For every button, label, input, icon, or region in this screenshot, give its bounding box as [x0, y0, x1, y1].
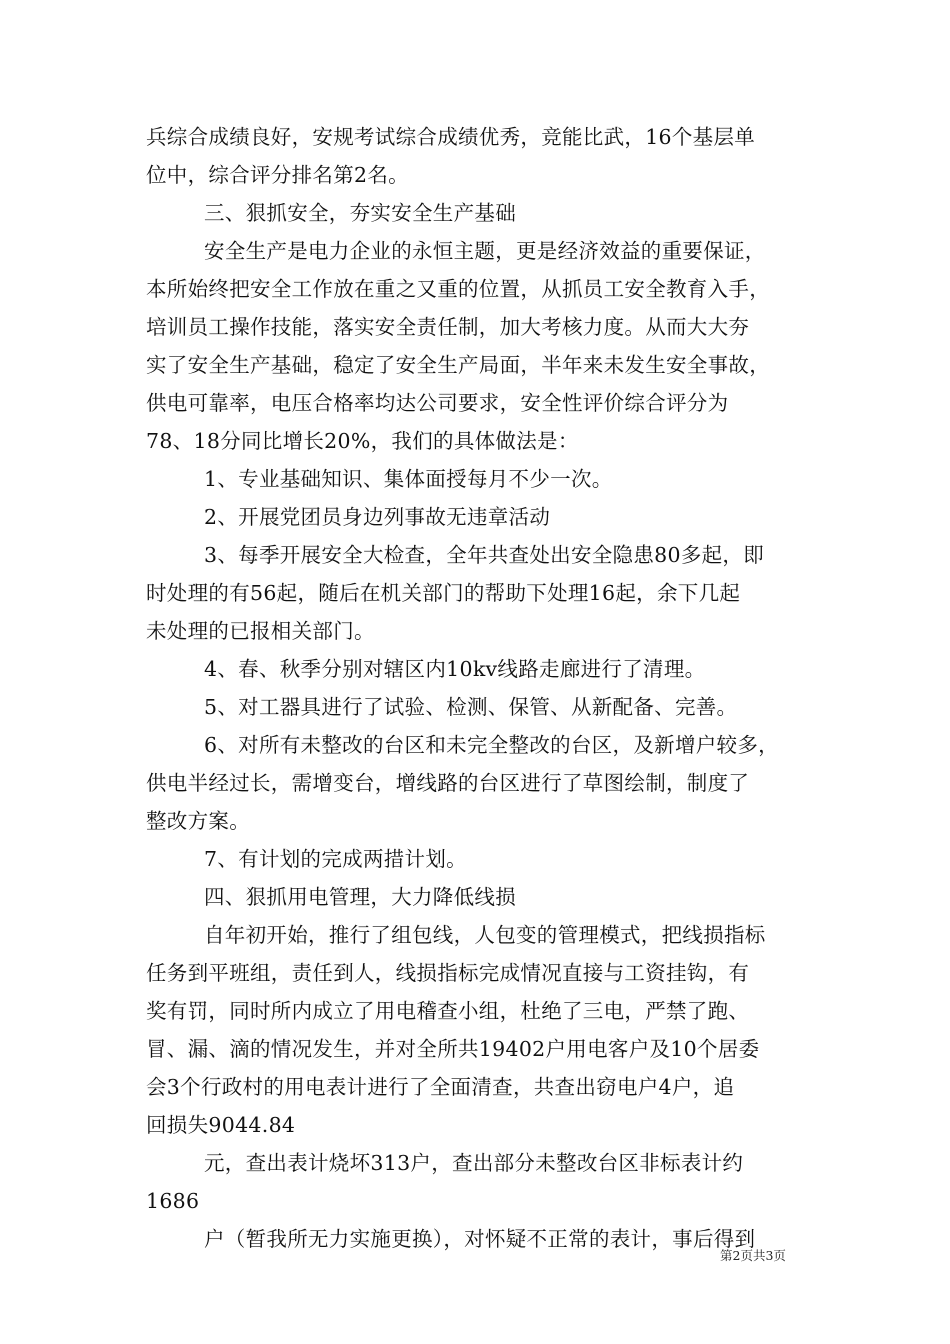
text-line: 实了安全生产基础，稳定了安全生产局面，半年来未发生安全事故， — [146, 353, 770, 377]
text-line: 未处理的已报相关部门。 — [146, 619, 375, 643]
text-line: 元，查出表计烧坏313户，查出部分未整改台区非标表计约 — [204, 1151, 744, 1175]
text-line: 培训员工操作技能，落实安全责任制，加大考核力度。从而大大夯 — [146, 315, 750, 339]
list-item: 2、开展党团员身边列事故无违章活动 — [204, 505, 551, 529]
list-item: 5、对工器具进行了试验、检测、保管、从新配备、完善。 — [204, 695, 738, 719]
list-item: 7、有计划的完成两措计划。 — [204, 847, 467, 871]
text-line: 安全生产是电力企业的永恒主题，更是经济效益的重要保证， — [204, 239, 766, 263]
text-line: 1686 — [146, 1189, 200, 1213]
text-line: 户（暂我所无力实施更换），对怀疑不正常的表计，事后得到 — [204, 1227, 756, 1251]
text-line: 本所始终把安全工作放在重之又重的位置，从抓员工安全教育入手， — [146, 277, 770, 301]
list-item: 4、春、秋季分别对辖区内10kv线路走廊进行了清理。 — [204, 657, 706, 681]
section-heading: 三、狠抓安全，夯实安全生产基础 — [204, 201, 516, 225]
text-line: 兵综合成绩良好，安规考试综合成绩优秀，竞能比武，16个基层单 — [146, 125, 756, 149]
text-line: 自年初开始，推行了组包线，人包变的管理模式，把线损指标 — [204, 923, 766, 947]
list-item: 3、每季开展安全大检查，全年共查处出安全隐患80多起，即 — [204, 543, 765, 567]
text-line: 供电可靠率，电压合格率均达公司要求，安全性评价综合评分为 — [146, 391, 729, 415]
text-line: 位中，综合评分排名第2名。 — [146, 163, 409, 187]
section-heading: 四、狠抓用电管理，大力降低线损 — [204, 885, 516, 909]
text-line: 任务到平班组，责任到人，线损指标完成情况直接与工资挂钩，有 — [146, 961, 750, 985]
text-line: 回损失9044.84 — [146, 1113, 296, 1137]
list-item: 6、对所有未整改的台区和未完全整改的台区，及新增户较多， — [204, 733, 779, 757]
page-number-footer: 第2页共3页 — [720, 1248, 786, 1263]
text-line: 78、18分同比增长20%，我们的具体做法是： — [146, 429, 579, 453]
text-line: 奖有罚，同时所内成立了用电稽查小组，杜绝了三电，严禁了跑、 — [146, 999, 750, 1023]
text-line: 会3个行政村的用电表计进行了全面清查，共查出窃电户4户，追 — [146, 1075, 735, 1099]
text-line: 整改方案。 — [146, 809, 250, 833]
text-line: 冒、漏、滴的情况发生，并对全所共19402户用电客户及10个居委 — [146, 1037, 760, 1061]
text-line: 时处理的有56起，随后在机关部门的帮助下处理16起，余下几起 — [146, 581, 741, 605]
document-body — [146, 118, 836, 1258]
text-line: 供电半经过长，需增变台，增线路的台区进行了草图绘制，制度了 — [146, 771, 750, 795]
list-item: 1、专业基础知识、集体面授每月不少一次。 — [204, 467, 613, 491]
